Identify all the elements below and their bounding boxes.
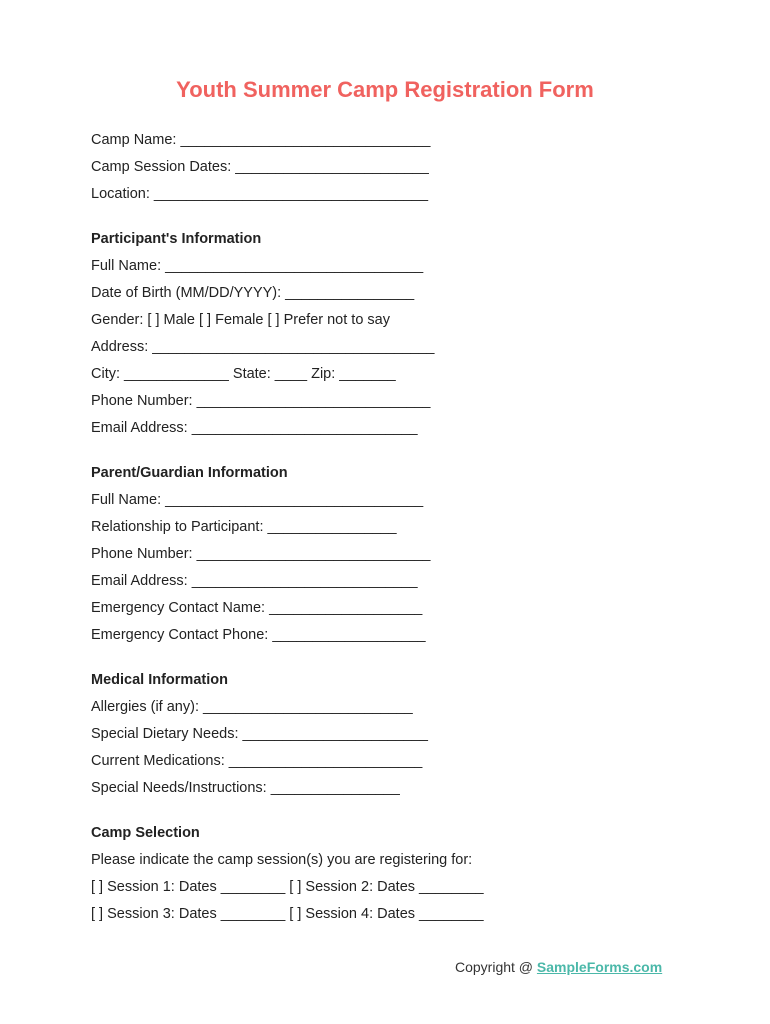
camp-selection-instructions: Please indicate the camp session(s) you are registering for: [91, 852, 473, 868]
participant-email-field[interactable]: Email Address: ____________________________ [91, 420, 418, 436]
medical-heading: Medical Information [91, 672, 228, 688]
guardian-full-name-field[interactable]: Full Name: ________________________________ [91, 492, 424, 508]
emergency-contact-name-field[interactable]: Emergency Contact Name: ___________________ [91, 600, 423, 616]
camp-selection-heading: Camp Selection [91, 825, 200, 841]
camp-location-field[interactable]: Location: __________________________________ [91, 186, 429, 202]
guardian-heading: Parent/Guardian Information [91, 465, 288, 481]
guardian-phone-field[interactable]: Phone Number: _____________________________ [91, 546, 431, 562]
session-options-row-2[interactable]: [ ] Session 3: Dates ________ [ ] Session 4: Dates ________ [91, 906, 484, 922]
guardian-relationship-field[interactable]: Relationship to Participant: ________________ [91, 519, 397, 535]
dietary-needs-field[interactable]: Special Dietary Needs: _______________________ [91, 726, 428, 742]
participant-heading: Participant's Information [91, 231, 262, 247]
special-needs-field[interactable]: Special Needs/Instructions: ________________ [91, 780, 400, 796]
copyright-text: Copyright @ [455, 959, 537, 975]
sampleforms-link[interactable]: SampleForms.com [536, 959, 663, 975]
camp-name-field[interactable]: Camp Name: _______________________________ [91, 132, 431, 148]
participant-city-state-zip-field[interactable]: City: _____________ State: ____ Zip: _______ [91, 366, 396, 382]
guardian-email-field[interactable]: Email Address: ____________________________ [91, 573, 418, 589]
medications-field[interactable]: Current Medications: ________________________ [91, 753, 423, 769]
participant-phone-field[interactable]: Phone Number: _____________________________ [91, 393, 431, 409]
camp-session-dates-field[interactable]: Camp Session Dates: ________________________ [91, 159, 429, 175]
participant-full-name-field[interactable]: Full Name: ________________________________ [91, 258, 424, 274]
participant-address-field[interactable]: Address: ___________________________________ [91, 339, 435, 355]
participant-dob-field[interactable]: Date of Birth (MM/DD/YYYY): ________________ [91, 285, 415, 301]
session-options-row-1[interactable]: [ ] Session 1: Dates ________ [ ] Session 2: Dates ________ [91, 879, 484, 895]
form-content [91, 130, 691, 931]
emergency-contact-phone-field[interactable]: Emergency Contact Phone: ___________________ [91, 627, 426, 643]
copyright-footer [455, 959, 662, 975]
form-title: Youth Summer Camp Registration Form [176, 77, 594, 102]
allergies-field[interactable]: Allergies (if any): __________________________ [91, 699, 413, 715]
participant-gender-options[interactable]: Gender: [ ] Male [ ] Female [ ] Prefer not to say [91, 312, 390, 328]
